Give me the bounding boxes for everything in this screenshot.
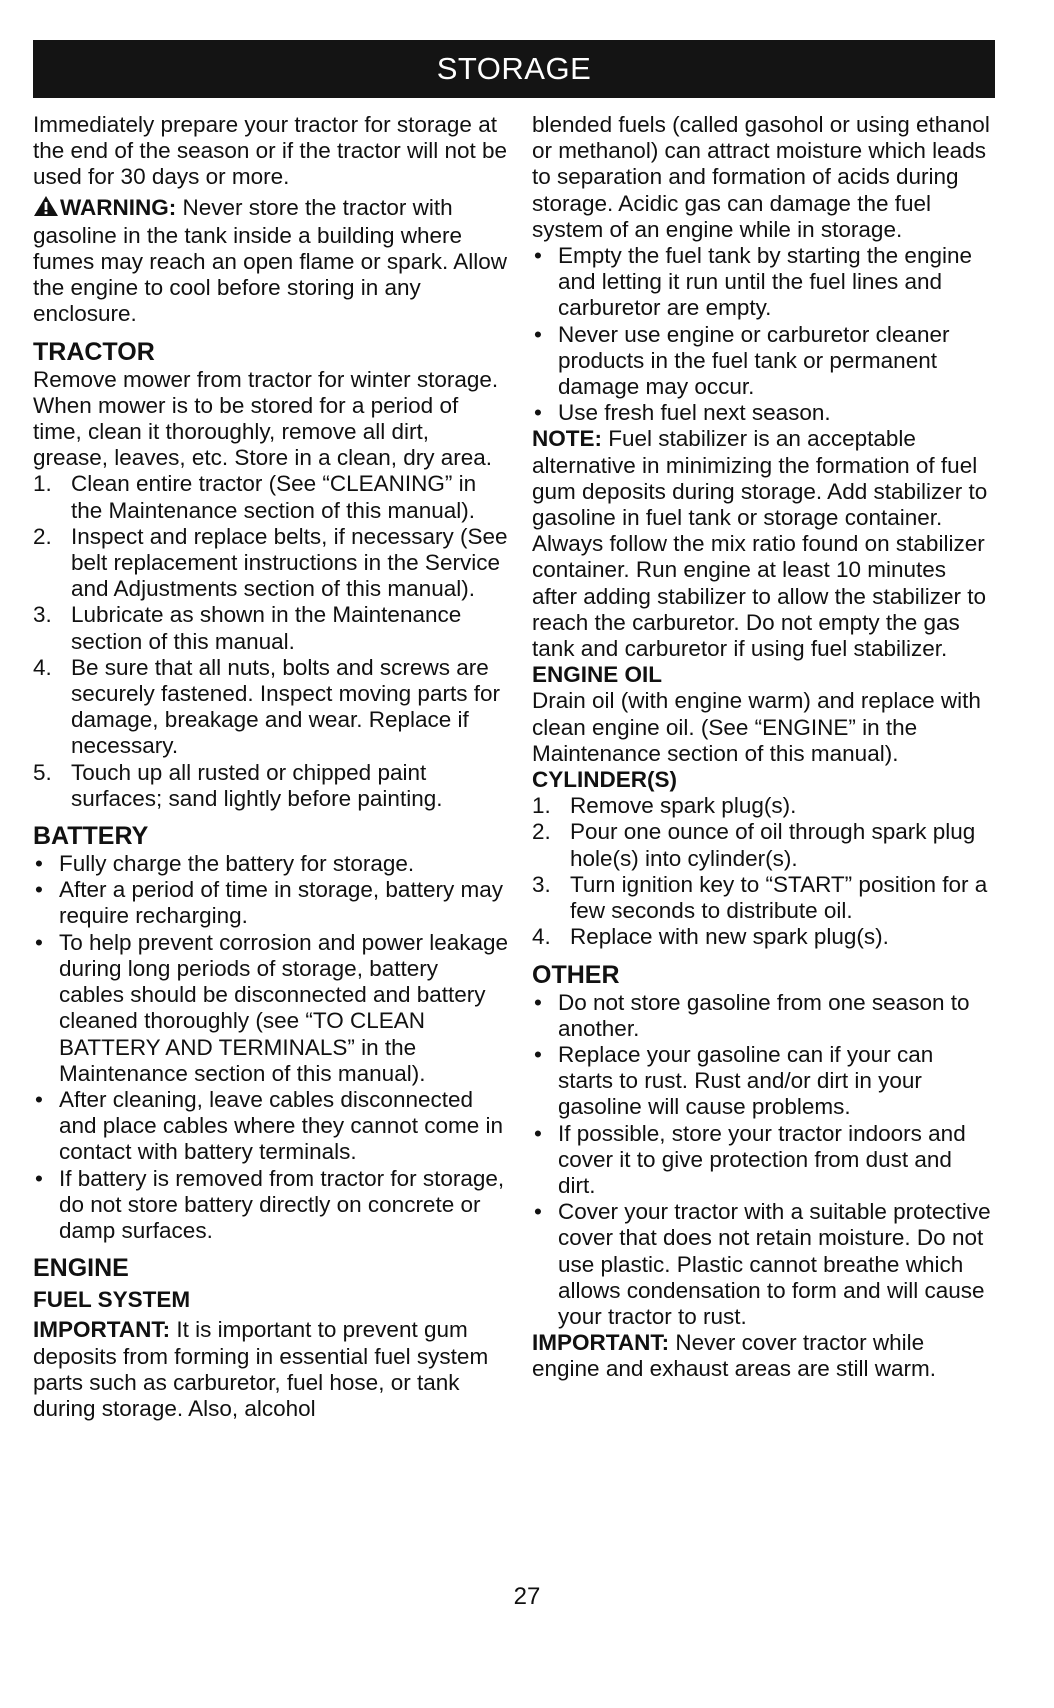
list-item: • Fully charge the battery for storage. bbox=[33, 851, 509, 877]
fuel-continued-text: blended fuels (called gasohol or using ethanol or methanol) can attract moisture which leads to separation and formation of acids during storage. Acidic gas can damage the fuel system of an engine while in storage. bbox=[532, 112, 990, 242]
left-column bbox=[33, 112, 509, 1422]
list-item: 2. Inspect and replace belts, if necessary (See belt replacement instructions in the Service and Adjustments section of this manual). bbox=[33, 523, 508, 602]
note-block bbox=[532, 426, 994, 662]
intro-text: Immediately prepare your tractor for storage at the end of the season or if the tractor will not be used for 30 days or more. bbox=[33, 112, 508, 190]
list-item: • After a period of time in storage, battery may require recharging. bbox=[33, 877, 509, 929]
warning-triangle-icon bbox=[33, 195, 59, 223]
warning-label: WARNING: bbox=[60, 194, 177, 220]
fuel-important bbox=[33, 1317, 509, 1422]
list-item: • Cover your tractor with a suitable protective cover that does not retain moisture. Do not use plastic. Plastic cannot breathe which allows condensation to form and will cause your tractor to rust. bbox=[532, 1199, 994, 1330]
list-item: 4. Be sure that all nuts, bolts and screws are securely fastened. Inspect moving parts for damage, breakage and wear. Replace if necessary. bbox=[33, 654, 500, 759]
important-label: IMPORTANT: bbox=[33, 1317, 171, 1343]
battery-heading: BATTERY bbox=[33, 822, 149, 851]
battery-list bbox=[33, 851, 509, 1244]
right-column bbox=[532, 112, 994, 1383]
note-text: Fuel stabilizer is an acceptable alternative in minimizing the formation of fuel gum deposits during storage. Add stabilizer to gasoline in fuel tank or storage container. Always follow the mix ratio found on stabilizer container. Run engine at least 10 minutes after adding stabilizer to allow the stabilizer to reach the carburetor. Do not empty the gas tank and carburetor if using fuel stabilizer. bbox=[532, 426, 988, 662]
cylinders-heading: CYLINDER(S) bbox=[532, 767, 677, 793]
engine-oil-text: Drain oil (with engine warm) and replace with clean engine oil. (See “ENGINE” in the Maintenance section of this manual). bbox=[532, 688, 981, 766]
list-item: • If possible, store your tractor indoors and cover it to give protection from dust and dirt. bbox=[532, 1121, 994, 1200]
engine-oil-heading: ENGINE OIL bbox=[532, 662, 663, 688]
warning-text: Never store the tractor with gasoline in the tank inside a building where fumes may reach an open flame or spark. Allow the engine to cool before storing in any enclosure. bbox=[33, 194, 507, 327]
list-item: • If battery is removed from tractor for storage, do not store battery directly on concrete or damp surfaces. bbox=[33, 1166, 509, 1245]
list-item: 4. Replace with new spark plug(s). bbox=[532, 924, 889, 950]
other-list bbox=[532, 990, 994, 1331]
important-text: Never cover tractor while engine and exhaust areas are still warm. bbox=[532, 1330, 936, 1382]
list-item: 1. Remove spark plug(s). bbox=[532, 793, 797, 819]
list-item: 5. Touch up all rusted or chipped paint surfaces; sand lightly before painting. bbox=[33, 759, 443, 811]
list-item: • Never use engine or carburetor cleaner products in the fuel tank or permanent damage may occur. bbox=[532, 322, 994, 401]
important-label: IMPORTANT: bbox=[532, 1330, 670, 1356]
other-important bbox=[532, 1330, 994, 1382]
tractor-heading: TRACTOR bbox=[33, 337, 155, 366]
page-title: STORAGE bbox=[33, 40, 995, 98]
note-label: NOTE: bbox=[532, 426, 602, 452]
list-item: • To help prevent corrosion and power leakage during long periods of storage, battery cables should be disconnected and battery cleaned thoroughly (see “TO CLEAN BATTERY AND TERMINALS” in the Maintenance section of this manual). bbox=[33, 930, 509, 1087]
tractor-text: Remove mower from tractor for winter storage. When mower is to be stored for a period of time, clean it thoroughly, remove all dirt, grease, leaves, etc. Store in a clean, dry area. bbox=[33, 366, 499, 471]
list-item: 3. Lubricate as shown in the Maintenance section of this manual. bbox=[33, 602, 462, 654]
engine-heading: ENGINE bbox=[33, 1254, 129, 1283]
page-number: 27 bbox=[513, 1583, 541, 1610]
important-text: It is important to prevent gum deposits from forming in essential fuel system parts such as carburetor, fuel hose, or tank during storage. Also, alcohol bbox=[33, 1317, 489, 1421]
fuel-list bbox=[532, 243, 994, 426]
list-item: • After cleaning, leave cables disconnected and place cables where they cannot come in contact with battery terminals. bbox=[33, 1087, 509, 1166]
list-item: • Replace your gasoline can if your can starts to rust. Rust and/or dirt in your gasoline will cause problems. bbox=[532, 1042, 994, 1121]
list-item: • Do not store gasoline from one season to another. bbox=[532, 990, 994, 1042]
list-item: • Use fresh fuel next season. bbox=[532, 400, 994, 426]
list-item: 1. Clean entire tractor (See “CLEANING” in the Maintenance section of this manual). bbox=[33, 471, 477, 523]
warning-block bbox=[33, 195, 509, 328]
tractor-steps bbox=[33, 471, 509, 812]
list-item: 3. Turn ignition key to “START” position for a few seconds to distribute oil. bbox=[532, 871, 988, 924]
cylinder-steps bbox=[532, 793, 994, 950]
list-item: 2. Pour one ounce of oil through spark plug hole(s) into cylinder(s). bbox=[532, 819, 976, 871]
fuel-system-heading: FUEL SYSTEM bbox=[33, 1287, 191, 1313]
other-heading: OTHER bbox=[532, 960, 620, 989]
list-item: • Empty the fuel tank by starting the engine and letting it run until the fuel lines and carburetor are empty. bbox=[532, 243, 994, 322]
